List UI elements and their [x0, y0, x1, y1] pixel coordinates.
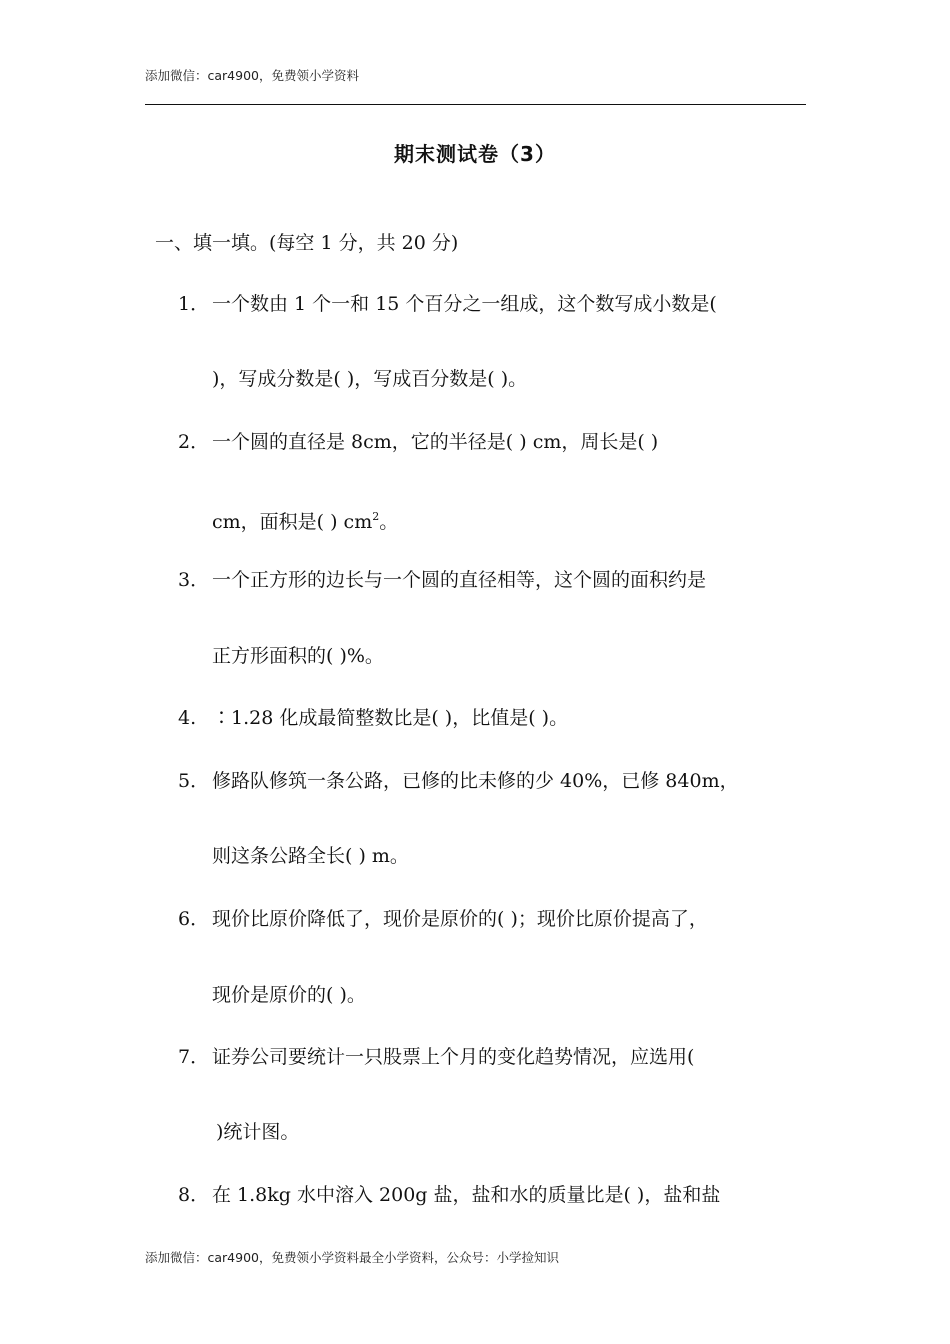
question-number: 5． — [178, 770, 210, 792]
question-8 — [178, 1182, 720, 1208]
question-text: 证券公司要统计一只股票上个月的变化趋势情况，应选用( — [212, 1046, 695, 1068]
question-number: 6． — [178, 908, 210, 930]
question-3-continued: 正方形面积的( )%。 — [212, 645, 384, 667]
question-6-continued: 现价是原价的( )。 — [212, 984, 366, 1006]
question-7-continued: )统计图。 — [216, 1121, 300, 1143]
question-number: 4. — [178, 707, 197, 729]
question-text: 在 1.8kg 水中溶入 200g 盐，盐和水的质量比是( )，盐和盐 — [212, 1184, 721, 1206]
question-text: 修路队修筑一条公路，已修的比未修的少 40%，已修 840m， — [212, 770, 739, 792]
question-3 — [178, 567, 706, 593]
header-rule — [145, 104, 806, 105]
question-number: 1． — [178, 293, 210, 315]
header-note: 添加微信：car4900，免费领小学资料 — [145, 68, 359, 83]
question-text: cm，面积是( ) cm — [212, 511, 373, 533]
question-5 — [178, 768, 739, 794]
question-2 — [178, 429, 658, 455]
footer-note: 添加微信：car4900，免费领小学资料最全小学资料，公众号：小学捡知识 — [145, 1250, 559, 1265]
page-title: 期末测试卷（3） — [394, 142, 556, 166]
question-6 — [178, 906, 708, 932]
question-number: 7． — [178, 1046, 210, 1068]
question-text: 一个圆的直径是 8cm，它的半径是( ) cm，周长是( ) — [212, 431, 659, 453]
question-5-continued: 则这条公路全长( ) m。 — [212, 845, 409, 867]
question-4 — [178, 705, 568, 731]
question-number: 3． — [178, 569, 210, 591]
question-text: 一个数由 1 个一和 15 个百分之一组成，这个数写成小数是( — [212, 293, 717, 315]
question-1 — [178, 291, 717, 317]
superscript: 2 — [372, 510, 380, 523]
question-text-tail: 。 — [379, 511, 399, 533]
question-text: 一个正方形的边长与一个圆的直径相等，这个圆的面积约是 — [212, 569, 707, 591]
question-number: 2． — [178, 431, 210, 453]
question-1-continued: )，写成分数是( )，写成百分数是( )。 — [212, 368, 528, 390]
question-2-continued — [212, 504, 398, 535]
question-text: ∶1.28 化成最简整数比是( )，比值是( )。 — [212, 707, 569, 729]
question-7 — [178, 1044, 694, 1070]
section-heading: 一、填一填。(每空 1 分，共 20 分) — [155, 232, 459, 254]
question-number: 8． — [178, 1184, 210, 1206]
question-text: 现价比原价降低了，现价是原价的( )；现价比原价提高了， — [212, 908, 708, 930]
